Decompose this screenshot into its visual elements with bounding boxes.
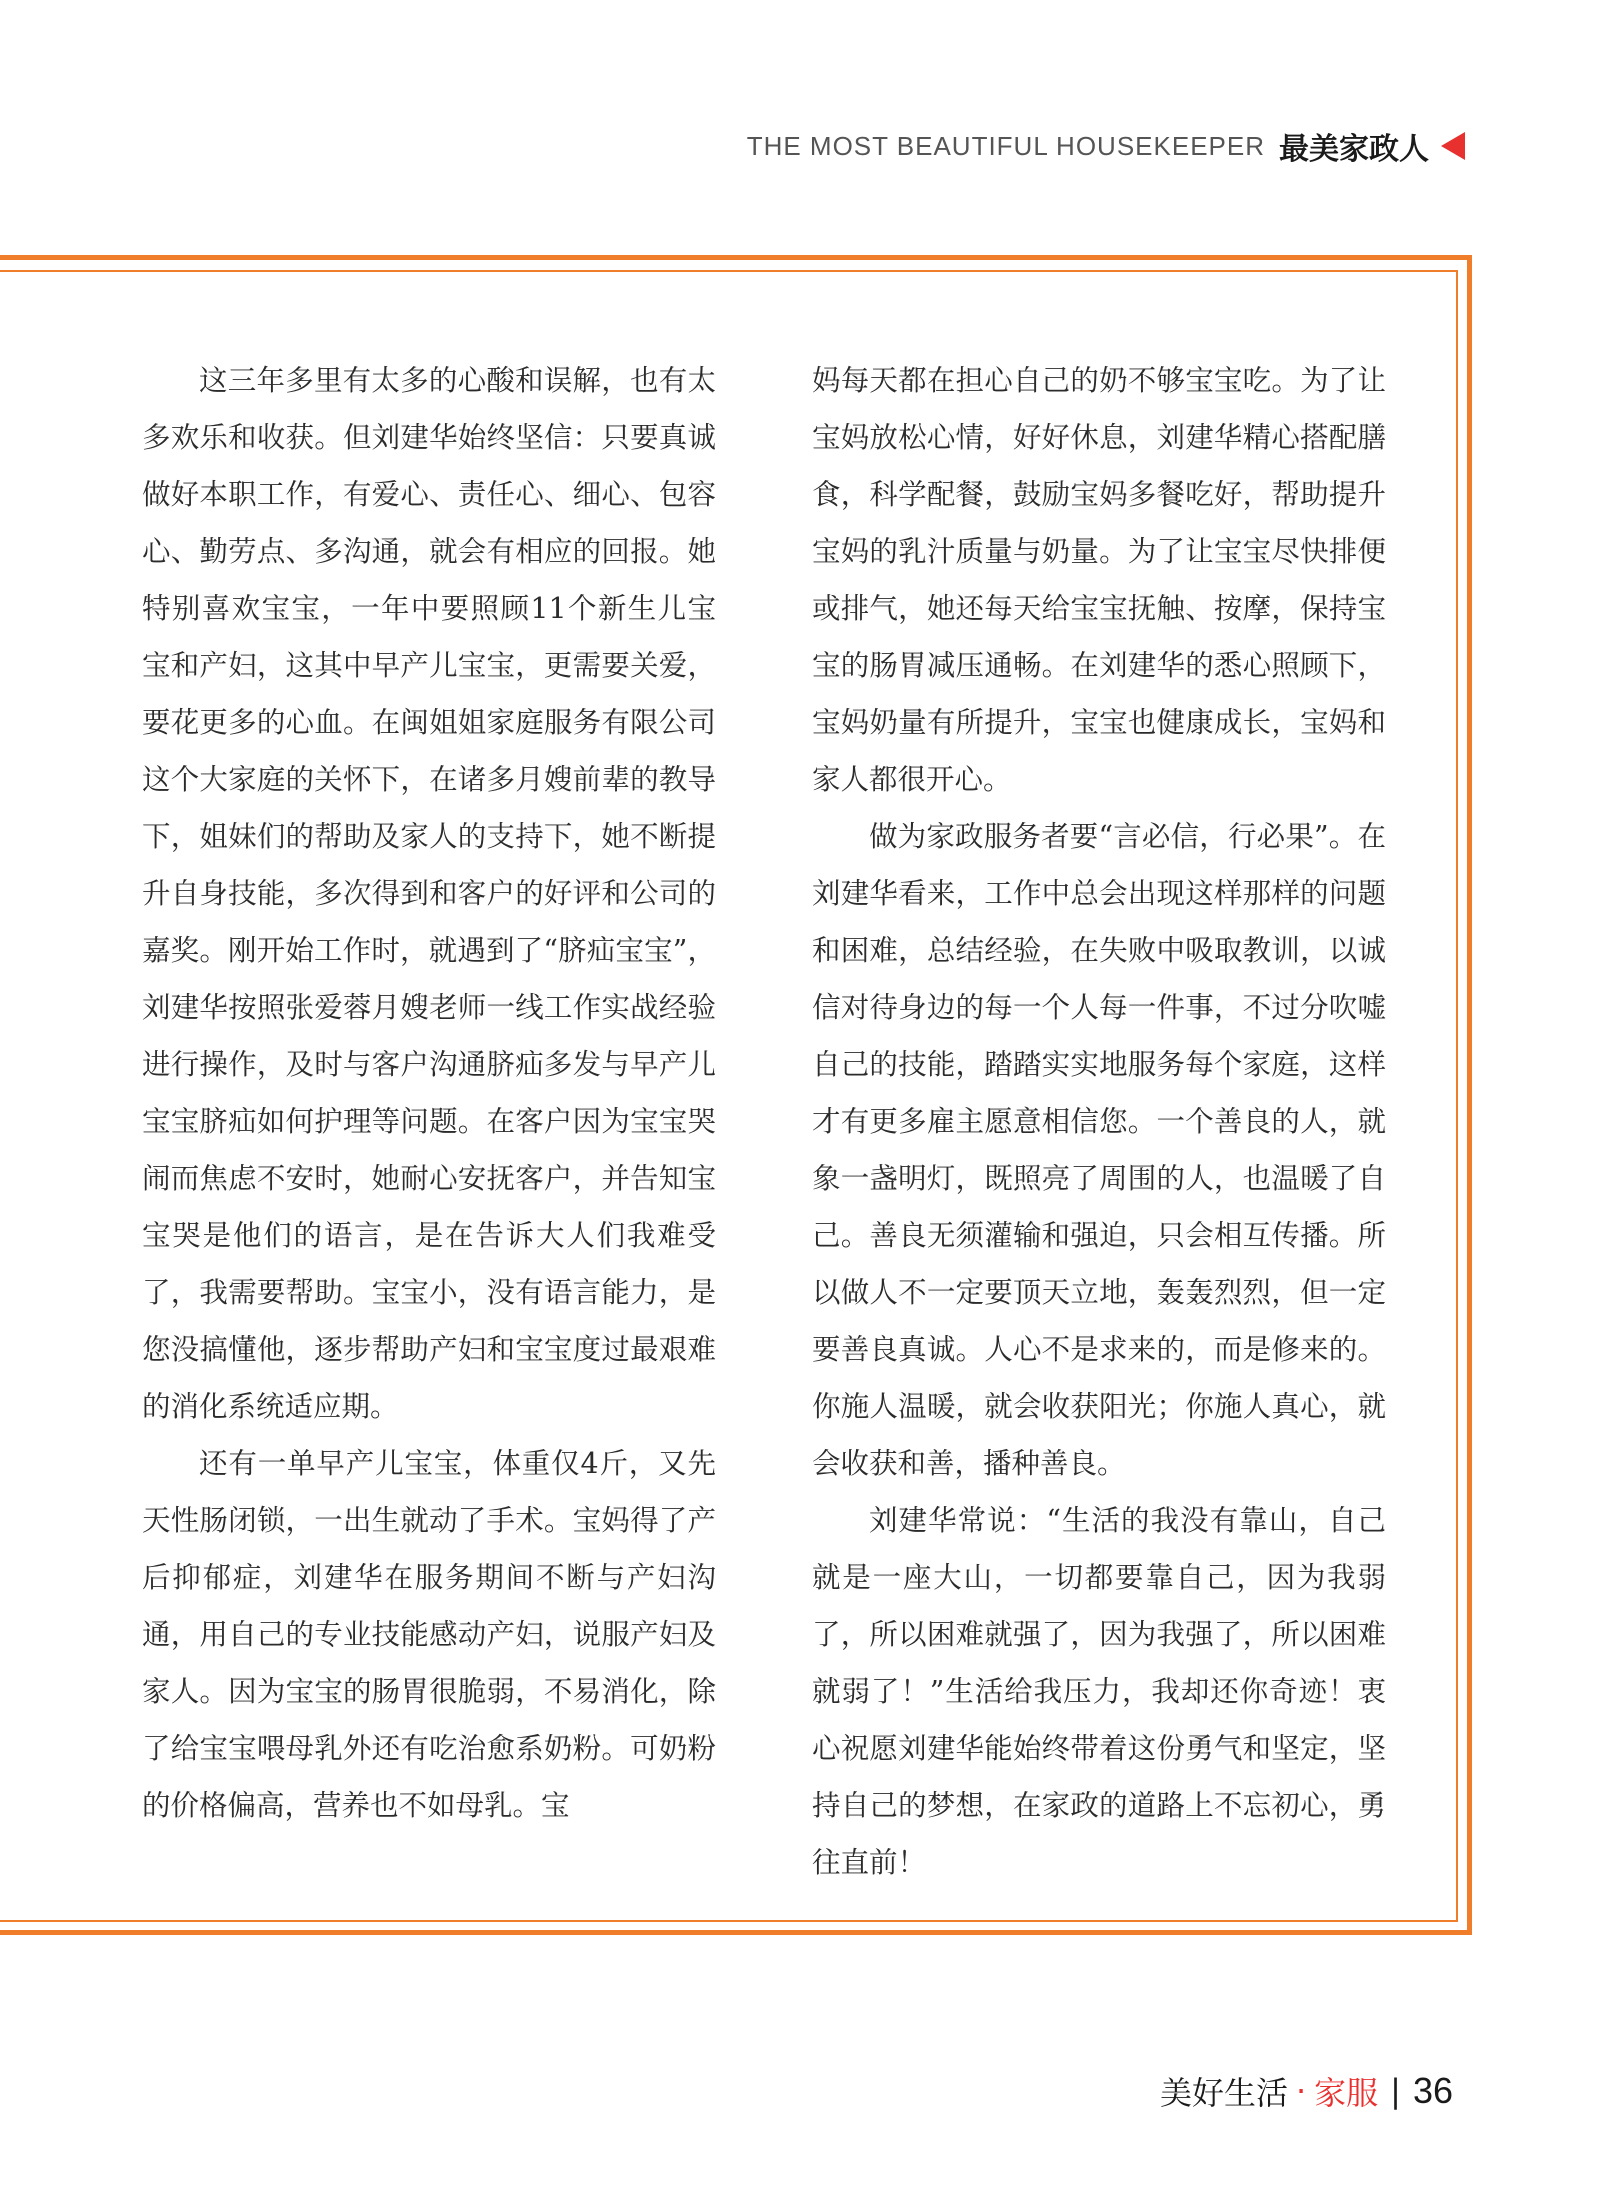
footer-separator: | xyxy=(1390,2072,1401,2110)
article-paragraph-continued: 妈每天都在担心自己的奶不够宝宝吃。为了让宝妈放松心情，好好休息，刘建华精心搭配膳食，科学配餐，鼓励宝妈多餐吃好，帮助提升宝妈的乳汁质量与奶量。为了让宝宝尽快排便或排气，她还每天给宝宝抚触、按摩，保持宝宝的肠胃减压通畅。在刘建华的悉心照顾下，宝妈奶量有所提升，宝宝也健康成长，宝妈和家人都很开心。 xyxy=(812,364,1386,796)
article-paragraph: 做为家政服务者要“言必信，行必果”。在刘建华看来，工作中总会出现这样那样的问题和困难，总结经验，在失败中吸取教训，以诚信对待身边的每一个人每一件事，不过分吹嘘自己的技能，踏踏实实地服务每个家庭，这样才有更多雇主愿意相信您。一个善良的人，就象一盏明灯，既照亮了周围的人，也温暖了自己。善良无须灌输和强迫，只会相互传播。所以做人不一定要顶天立地，轰轰烈烈，但一定要善良真诚。人心不是求来的，而是修来的。你施人温暖，就会收获阳光；你施人真心，就会收获和善，播种善良。 xyxy=(812,820,1386,1480)
article-paragraph: 还有一单早产儿宝宝，体重仅4斤，又先天性肠闭锁，一出生就动了手术。宝妈得了产后抑郁症，刘建华在服务期间不断与产妇沟通，用自己的专业技能感动产妇，说服产妇及家人。因为宝宝的肠胃很脆弱，不易消化，除了给宝宝喂母乳外还有吃治愈系奶粉。可奶粉的价格偏高，营养也不如母乳。宝 xyxy=(142,1447,716,1822)
article-column-left xyxy=(142,352,716,1834)
running-header xyxy=(747,124,1465,168)
article-paragraph: 刘建华常说：“生活的我没有靠山，自己就是一座大山，一切都要靠自己，因为我弱了，所以困难就强了，因为我强了，所以困难就弱了！”生活给我压力，我却还你奇迹！衷心祝愿刘建华能始终带着这份勇气和坚定，坚持自己的梦想，在家政的道路上不忘初心，勇往直前！ xyxy=(812,1504,1386,1879)
footer-dot: · xyxy=(1295,2072,1307,2110)
footer-magazine-title: 美好生活 xyxy=(1159,2074,1288,2112)
article-paragraph: 这三年多里有太多的心酸和误解，也有太多欢乐和收获。但刘建华始终坚信：只要真诚做好本职工作，有爱心、责任心、细心、包容心、勤劳点、多沟通，就会有相应的回报。她特别喜欢宝宝，一年中要照顾11个新生儿宝宝和产妇，这其中早产儿宝宝，更需要关爱，要花更多的心血。在闽姐姐家庭服务有限公司这个大家庭的关怀下，在诸多月嫂前辈的教导下，姐妹们的帮助及家人的支持下，她不断提升自身技能，多次得到和客户的好评和公司的嘉奖。刚开始工作时，就遇到了“脐疝宝宝”，刘建华按照张爱蓉月嫂老师一线工作实战经验进行操作，及时与客户沟通脐疝多发与早产儿宝宝脐疝如何护理等问题。在客户因为宝宝哭闹而焦虑不安时，她耐心安抚客户，并告知宝宝哭是他们的语言，是在告诉大人们我难受了，我需要帮助。宝宝小，没有语言能力，是您没搞懂他，逐步帮助产妇和宝宝度过最艰难的消化系统适应期。 xyxy=(142,364,716,1423)
footer-section-name: 家服 xyxy=(1314,2074,1379,2112)
triangle-left-icon xyxy=(1441,132,1465,160)
page-number: 36 xyxy=(1412,2070,1453,2111)
article-column-right xyxy=(812,352,1386,1891)
header-title-en: THE MOST BEAUTIFUL HOUSEKEEPER xyxy=(746,130,1265,161)
page-footer xyxy=(1160,2068,1453,2114)
header-title-cn: 最美家政人 xyxy=(1279,132,1429,167)
